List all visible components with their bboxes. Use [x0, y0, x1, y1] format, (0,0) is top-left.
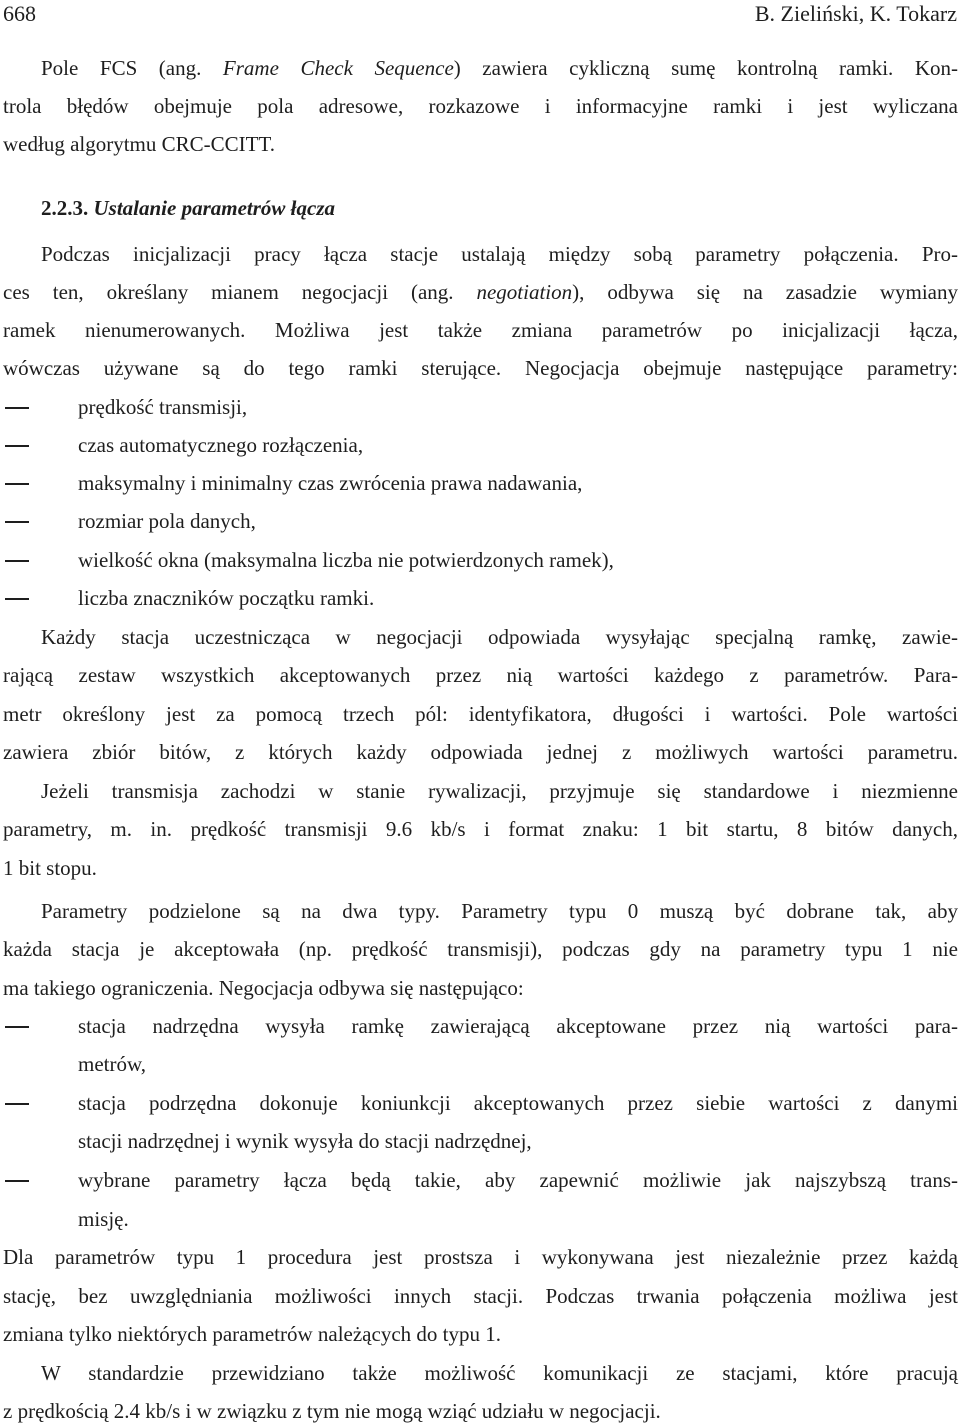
text-line: wówczas używane są do tego ramki sterujące. Negocjacja obejmuje następujące parametry:: [3, 356, 958, 380]
text-line: zmiana tylko niektórych parametrów należących do typu 1.: [3, 1322, 501, 1346]
list-item-text: misję.: [78, 1207, 129, 1231]
text-line: Pole FCS (ang. Frame Check Sequence) zawiera cykliczną sumę kontrolną ramki. Kon-: [41, 56, 958, 80]
dash-bullet: [5, 598, 29, 600]
text-line: Parametry podzielone są na dwa typy. Parametry typu 0 muszą być dobrane tak, aby: [41, 899, 958, 923]
dash-bullet: [5, 407, 29, 409]
list-item-text: czas automatycznego rozłączenia,: [78, 433, 364, 457]
list-item-text: stacja nadrzędna wysyła ramkę zawierającą akceptowane przez nią wartości para-: [78, 1014, 958, 1038]
list-item-text: stacji nadrzędnej i wynik wysyła do stacji nadrzędnej,: [78, 1129, 532, 1153]
text-line: Dla parametrów typu 1 procedura jest prostsza i wykonywana jest niezależnie przez każdą: [3, 1245, 958, 1269]
text-line: rającą zestaw wszystkich akceptowanych przez nią wartości każdego z parametrów. Para-: [3, 663, 958, 687]
list-item-text: metrów,: [78, 1052, 147, 1076]
list-item-text: liczba znaczników początku ramki.: [78, 586, 375, 610]
text-line: metr określony jest za pomocą trzech pól: identyfikatora, długości i wartości. Pole wartości: [3, 702, 958, 726]
text-line: 1 bit stopu.: [3, 856, 97, 880]
text-line: parametry, m. in. prędkość transmisji 9.6 kb/s i format znaku: 1 bit startu, 8 bitów danych,: [3, 817, 958, 841]
text-line: Podczas inicjalizacji pracy łącza stacje ustalają między sobą parametry połączenia. Pro-: [41, 242, 958, 266]
text-line: ces ten, określany mianem negocjacji (ang. negotiation), odbywa się na zasadzie wymiany: [3, 280, 958, 304]
text-line: Każdy stacja uczestnicząca w negocjacji odpowiada wysyłając specjalną ramkę, zawie-: [41, 625, 958, 649]
running-header-authors: B. Zieliński, K. Tokarz: [754, 1, 957, 26]
list-item-text: maksymalny i minimalny czas zwrócenia prawa nadawania,: [78, 471, 583, 495]
text-line: trola błędów obejmuje pola adresowe, rozkazowe i informacyjne ramki i jest wyliczana: [3, 94, 958, 118]
section-heading: [41, 194, 335, 222]
section-title: Ustalanie parametrów łącza: [93, 196, 336, 220]
dash-bullet: [5, 521, 29, 523]
dash-bullet: [5, 560, 29, 562]
text-line: każda stacja je akceptowała (np. prędkość transmisji), podczas gdy na parametry typu 1 nie: [3, 937, 958, 961]
list-item-text: stacja podrzędna dokonuje koniunkcji akceptowanych przez siebie wartości z danymi: [78, 1091, 958, 1115]
text-line: zawiera zbiór bitów, z których każdy odpowiada jednej z możliwych wartości parametru.: [3, 740, 958, 764]
dash-bullet: [5, 1103, 29, 1105]
list-item-text: rozmiar pola danych,: [78, 509, 256, 533]
list-item-text: wielkość okna (maksymalna liczba nie potwierdzonych ramek),: [78, 548, 614, 572]
text-line: ma takiego ograniczenia. Negocjacja odbywa się następująco:: [3, 976, 524, 1000]
page-number: 668: [3, 1, 36, 26]
text-line: z prędkością 2.4 kb/s i w związku z tym nie mogą wziąć udziału w negocjacji.: [3, 1399, 661, 1423]
dash-bullet: [5, 1180, 29, 1182]
list-item-text: prędkość transmisji,: [78, 395, 248, 419]
text-line: Jeżeli transmisja zachodzi w stanie rywalizacji, przyjmuje się standardowe i niezmienne: [41, 779, 958, 803]
section-number: 2.2.3.: [41, 196, 89, 220]
dash-bullet: [5, 1026, 29, 1028]
text-line: ramek nienumerowanych. Możliwa jest także zmiana parametrów po inicjalizacji łącza,: [3, 318, 958, 342]
dash-bullet: [5, 445, 29, 447]
text-line: według algorytmu CRC-CCITT.: [3, 132, 276, 156]
list-item-text: wybrane parametry łącza będą takie, aby zapewnić możliwie jak najszybszą trans-: [78, 1168, 958, 1192]
dash-bullet: [5, 483, 29, 485]
text-line: W standardzie przewidziano także możliwość komunikacji ze stacjami, które pracują: [41, 1361, 958, 1385]
text-line: stację, bez uwzględniania możliwości innych stacji. Podczas trwania połączenia możliwa jest: [3, 1284, 958, 1308]
